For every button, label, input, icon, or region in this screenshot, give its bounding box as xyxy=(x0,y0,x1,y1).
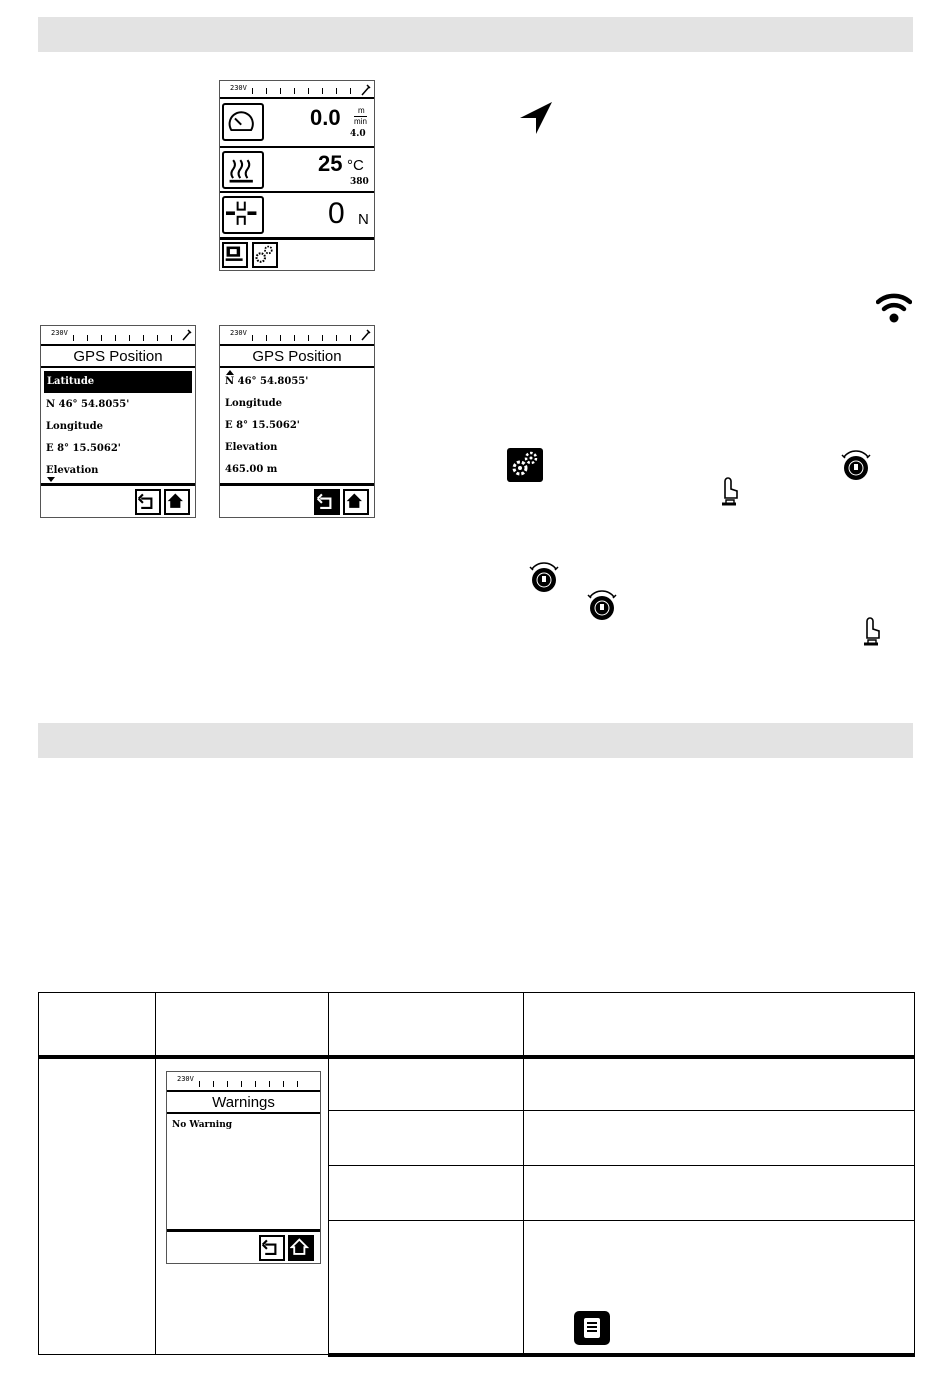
home-button-icon xyxy=(343,489,369,515)
longitude-label: Longitude xyxy=(46,421,104,432)
table-cell xyxy=(329,1111,524,1166)
section-header-band-1 xyxy=(38,17,913,52)
screen-title: GPS Position xyxy=(220,346,374,368)
longitude-label: Longitude xyxy=(225,398,283,409)
table-cell xyxy=(39,1057,156,1355)
table-cell xyxy=(524,1166,915,1221)
settings-gears-icon xyxy=(252,242,278,268)
scroll-up-icon xyxy=(226,370,234,375)
table-header-cell xyxy=(39,993,156,1057)
plug-icon xyxy=(361,329,371,341)
press-force-icon xyxy=(222,196,264,234)
temperature-unit: °C xyxy=(347,157,364,174)
back-button-icon xyxy=(314,489,340,515)
document-icon xyxy=(574,1311,610,1345)
force-unit: N xyxy=(358,211,369,228)
gps-screen-2 xyxy=(219,325,375,518)
voltage-label: 230V xyxy=(230,329,247,337)
latitude-value: N 46° 54.8055' xyxy=(225,376,309,387)
longitude-value: E 8° 15.5062' xyxy=(225,420,300,431)
main-display-screen xyxy=(219,80,375,271)
plug-icon xyxy=(361,84,371,96)
speed-icon xyxy=(222,103,264,141)
selected-row xyxy=(44,371,192,393)
table-cell xyxy=(524,1057,915,1111)
longitude-value: E 8° 15.5062' xyxy=(46,443,121,454)
jog-dial-icon xyxy=(527,560,561,594)
screen-title: Warnings xyxy=(167,1092,320,1114)
latitude-value: N 46° 54.8055' xyxy=(46,399,130,410)
scroll-down-icon xyxy=(47,477,55,482)
voltage-label: 230V xyxy=(230,84,247,92)
speed-set-value: 4.0 xyxy=(350,129,366,139)
speed-value: 0.0 xyxy=(310,105,341,130)
temperature-set-value: 380 xyxy=(350,177,369,187)
press-hand-icon xyxy=(858,616,884,650)
table-cell xyxy=(524,1111,915,1166)
press-hand-icon xyxy=(716,476,742,510)
back-button-icon xyxy=(259,1235,285,1261)
table-cell xyxy=(156,1057,329,1355)
temperature-value: 25 xyxy=(318,151,343,176)
heating-icon xyxy=(222,151,264,189)
elevation-label: Elevation xyxy=(46,465,99,476)
wifi-icon xyxy=(876,290,912,324)
table-cell xyxy=(329,1221,524,1355)
table-header-row xyxy=(39,993,915,1057)
section-header-band-2 xyxy=(38,723,913,758)
force-value: 0 xyxy=(328,197,345,230)
voltage-label: 230V xyxy=(51,329,68,337)
table-cell xyxy=(524,1221,915,1355)
gps-screen-1 xyxy=(40,325,196,518)
warnings-screen xyxy=(166,1071,321,1264)
screen-title: GPS Position xyxy=(41,346,195,368)
jog-dial-icon xyxy=(585,588,619,622)
home-button-icon xyxy=(164,489,190,515)
plug-icon xyxy=(182,329,192,341)
warning-message: No Warning xyxy=(172,1119,233,1130)
settings-icon xyxy=(507,448,543,482)
save-monitor-icon xyxy=(222,242,248,268)
home-button-icon xyxy=(288,1235,314,1261)
table-row xyxy=(39,1057,915,1111)
table-header-cell xyxy=(156,993,329,1057)
table-header-cell xyxy=(329,993,524,1057)
speed-unit-top: m xyxy=(358,106,365,115)
table-cell xyxy=(329,1057,524,1111)
elevation-label: Elevation xyxy=(225,442,278,453)
jog-dial-icon xyxy=(839,448,873,482)
table-header-cell xyxy=(524,993,915,1057)
speed-unit-bottom: min xyxy=(354,117,367,126)
latitude-label: Latitude xyxy=(47,376,95,387)
back-button-icon xyxy=(135,489,161,515)
elevation-value: 465.00 m xyxy=(225,464,278,475)
table-cell xyxy=(329,1166,524,1221)
voltage-label: 230V xyxy=(177,1074,194,1083)
warnings-table xyxy=(38,992,915,1357)
navigation-arrow-icon xyxy=(518,100,554,136)
